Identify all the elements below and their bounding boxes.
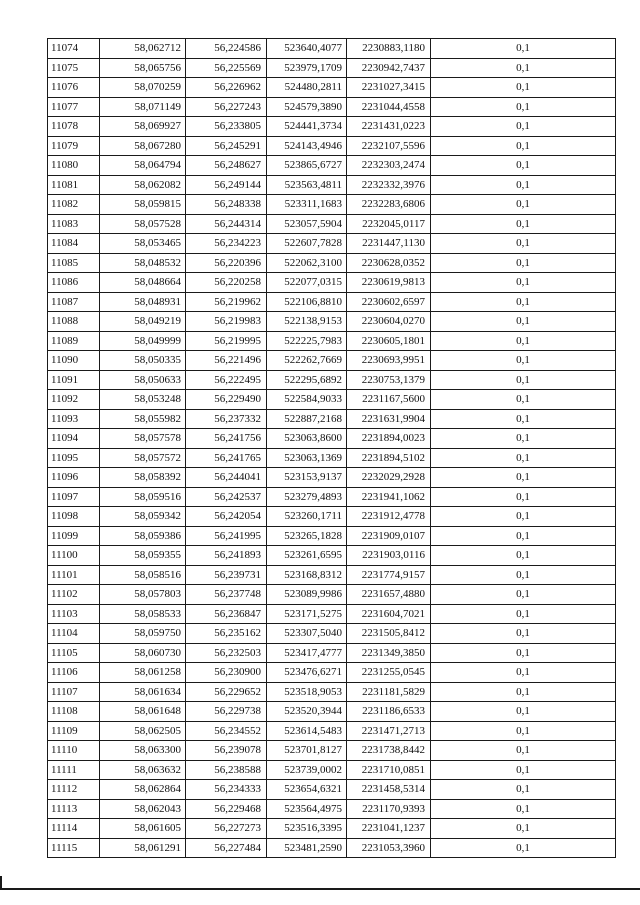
coord-x-cell: 522607,7828: [267, 234, 347, 254]
longitude-cell: 56,239731: [186, 565, 267, 585]
table-row: [48, 448, 616, 468]
longitude-cell: 56,236847: [186, 604, 267, 624]
coord-x-cell: 523260,1711: [267, 507, 347, 527]
table-row: [48, 409, 616, 429]
coord-x-cell: 523481,2590: [267, 838, 347, 858]
accuracy-cell: 0,1: [431, 78, 616, 98]
table-row: [48, 741, 616, 761]
table-row: [48, 585, 616, 605]
latitude-cell: 58,059355: [100, 546, 186, 566]
coord-x-cell: 522062,3100: [267, 253, 347, 273]
point-number-cell: 11108: [48, 702, 100, 722]
table-row: [48, 507, 616, 527]
coord-y-cell: 2232332,3976: [347, 175, 431, 195]
accuracy-cell: 0,1: [431, 663, 616, 683]
accuracy-cell: 0,1: [431, 760, 616, 780]
accuracy-cell: 0,1: [431, 565, 616, 585]
point-number-cell: 11113: [48, 799, 100, 819]
latitude-cell: 58,071149: [100, 97, 186, 117]
latitude-cell: 58,067280: [100, 136, 186, 156]
latitude-cell: 58,062082: [100, 175, 186, 195]
coord-x-cell: 523171,5275: [267, 604, 347, 624]
table-row: [48, 175, 616, 195]
coord-x-cell: 523089,9986: [267, 585, 347, 605]
accuracy-cell: 0,1: [431, 195, 616, 215]
table-row: [48, 799, 616, 819]
point-number-cell: 11081: [48, 175, 100, 195]
coord-y-cell: 2232107,5596: [347, 136, 431, 156]
table-row: [48, 565, 616, 585]
coord-x-cell: 522077,0315: [267, 273, 347, 293]
point-number-cell: 11092: [48, 390, 100, 410]
longitude-cell: 56,241893: [186, 546, 267, 566]
table-row: [48, 760, 616, 780]
coord-x-cell: 523057,5904: [267, 214, 347, 234]
point-number-cell: 11088: [48, 312, 100, 332]
longitude-cell: 56,229490: [186, 390, 267, 410]
table-row: [48, 136, 616, 156]
latitude-cell: 58,048931: [100, 292, 186, 312]
coordinates-table: [47, 38, 616, 858]
coord-y-cell: 2230628,0352: [347, 253, 431, 273]
table-row: [48, 546, 616, 566]
table-row: [48, 390, 616, 410]
coord-y-cell: 2231604,7021: [347, 604, 431, 624]
coord-x-cell: 523701,8127: [267, 741, 347, 761]
table-row: [48, 624, 616, 644]
coord-x-cell: 524441,3734: [267, 117, 347, 137]
latitude-cell: 58,053248: [100, 390, 186, 410]
coord-x-cell: 523640,4077: [267, 39, 347, 59]
coord-x-cell: 523265,1828: [267, 526, 347, 546]
coord-x-cell: 522225,7983: [267, 331, 347, 351]
coord-y-cell: 2231349,3850: [347, 643, 431, 663]
accuracy-cell: 0,1: [431, 585, 616, 605]
coord-y-cell: 2231909,0107: [347, 526, 431, 546]
longitude-cell: 56,234552: [186, 721, 267, 741]
table-row: [48, 39, 616, 59]
coord-y-cell: 2231774,9157: [347, 565, 431, 585]
point-number-cell: 11101: [48, 565, 100, 585]
latitude-cell: 58,050335: [100, 351, 186, 371]
point-number-cell: 11112: [48, 780, 100, 800]
coord-y-cell: 2231181,5829: [347, 682, 431, 702]
latitude-cell: 58,048532: [100, 253, 186, 273]
table-row: [48, 78, 616, 98]
coord-x-cell: 523153,9137: [267, 468, 347, 488]
longitude-cell: 56,224586: [186, 39, 267, 59]
accuracy-cell: 0,1: [431, 156, 616, 176]
table-row: [48, 838, 616, 858]
longitude-cell: 56,244041: [186, 468, 267, 488]
latitude-cell: 58,062043: [100, 799, 186, 819]
accuracy-cell: 0,1: [431, 721, 616, 741]
point-number-cell: 11105: [48, 643, 100, 663]
coord-x-cell: 522262,7669: [267, 351, 347, 371]
longitude-cell: 56,219995: [186, 331, 267, 351]
longitude-cell: 56,227243: [186, 97, 267, 117]
coord-y-cell: 2230602,6597: [347, 292, 431, 312]
table-row: [48, 468, 616, 488]
accuracy-cell: 0,1: [431, 604, 616, 624]
coord-y-cell: 2231903,0116: [347, 546, 431, 566]
coord-x-cell: 523979,1709: [267, 58, 347, 78]
point-number-cell: 11104: [48, 624, 100, 644]
latitude-cell: 58,058392: [100, 468, 186, 488]
coord-y-cell: 2231255,0545: [347, 663, 431, 683]
coord-y-cell: 2232303,2474: [347, 156, 431, 176]
point-number-cell: 11082: [48, 195, 100, 215]
point-number-cell: 11083: [48, 214, 100, 234]
accuracy-cell: 0,1: [431, 507, 616, 527]
point-number-cell: 11075: [48, 58, 100, 78]
longitude-cell: 56,227273: [186, 819, 267, 839]
accuracy-cell: 0,1: [431, 312, 616, 332]
coord-y-cell: 2230942,7437: [347, 58, 431, 78]
longitude-cell: 56,245291: [186, 136, 267, 156]
point-number-cell: 11110: [48, 741, 100, 761]
latitude-cell: 58,062505: [100, 721, 186, 741]
latitude-cell: 58,059815: [100, 195, 186, 215]
coord-x-cell: 523063,1369: [267, 448, 347, 468]
point-number-cell: 11076: [48, 78, 100, 98]
coord-x-cell: 524579,3890: [267, 97, 347, 117]
point-number-cell: 11091: [48, 370, 100, 390]
latitude-cell: 58,055982: [100, 409, 186, 429]
accuracy-cell: 0,1: [431, 546, 616, 566]
latitude-cell: 58,057528: [100, 214, 186, 234]
table-row: [48, 292, 616, 312]
table-row: [48, 819, 616, 839]
latitude-cell: 58,070259: [100, 78, 186, 98]
point-number-cell: 11109: [48, 721, 100, 741]
accuracy-cell: 0,1: [431, 331, 616, 351]
coord-y-cell: 2231458,5314: [347, 780, 431, 800]
longitude-cell: 56,237748: [186, 585, 267, 605]
longitude-cell: 56,226962: [186, 78, 267, 98]
latitude-cell: 58,048664: [100, 273, 186, 293]
latitude-cell: 58,059750: [100, 624, 186, 644]
latitude-cell: 58,059386: [100, 526, 186, 546]
longitude-cell: 56,237332: [186, 409, 267, 429]
latitude-cell: 58,058533: [100, 604, 186, 624]
accuracy-cell: 0,1: [431, 273, 616, 293]
latitude-cell: 58,063300: [100, 741, 186, 761]
coord-x-cell: 523417,4777: [267, 643, 347, 663]
table-row: [48, 643, 616, 663]
accuracy-cell: 0,1: [431, 624, 616, 644]
longitude-cell: 56,230900: [186, 663, 267, 683]
coord-y-cell: 2231431,0223: [347, 117, 431, 137]
table-row: [48, 273, 616, 293]
coord-y-cell: 2230693,9951: [347, 351, 431, 371]
accuracy-cell: 0,1: [431, 409, 616, 429]
longitude-cell: 56,244314: [186, 214, 267, 234]
accuracy-cell: 0,1: [431, 39, 616, 59]
point-number-cell: 11103: [48, 604, 100, 624]
coord-y-cell: 2230753,1379: [347, 370, 431, 390]
table-row: [48, 721, 616, 741]
coord-y-cell: 2230883,1180: [347, 39, 431, 59]
coord-x-cell: 523063,8600: [267, 429, 347, 449]
point-number-cell: 11114: [48, 819, 100, 839]
coord-x-cell: 523516,3395: [267, 819, 347, 839]
point-number-cell: 11093: [48, 409, 100, 429]
accuracy-cell: 0,1: [431, 780, 616, 800]
point-number-cell: 11099: [48, 526, 100, 546]
table-row: [48, 234, 616, 254]
table-row: [48, 156, 616, 176]
longitude-cell: 56,233805: [186, 117, 267, 137]
longitude-cell: 56,239078: [186, 741, 267, 761]
latitude-cell: 58,061291: [100, 838, 186, 858]
latitude-cell: 58,061258: [100, 663, 186, 683]
accuracy-cell: 0,1: [431, 487, 616, 507]
latitude-cell: 58,063632: [100, 760, 186, 780]
coord-x-cell: 522138,9153: [267, 312, 347, 332]
latitude-cell: 58,060730: [100, 643, 186, 663]
coord-y-cell: 2231167,5600: [347, 390, 431, 410]
accuracy-cell: 0,1: [431, 253, 616, 273]
coord-x-cell: 523168,8312: [267, 565, 347, 585]
accuracy-cell: 0,1: [431, 526, 616, 546]
table-row: [48, 370, 616, 390]
coord-x-cell: 523564,4975: [267, 799, 347, 819]
accuracy-cell: 0,1: [431, 175, 616, 195]
accuracy-cell: 0,1: [431, 351, 616, 371]
latitude-cell: 58,057572: [100, 448, 186, 468]
coord-y-cell: 2231710,0851: [347, 760, 431, 780]
longitude-cell: 56,241765: [186, 448, 267, 468]
point-number-cell: 11090: [48, 351, 100, 371]
table-row: [48, 663, 616, 683]
coord-y-cell: 2231027,3415: [347, 78, 431, 98]
coord-x-cell: 523614,5483: [267, 721, 347, 741]
latitude-cell: 58,059342: [100, 507, 186, 527]
longitude-cell: 56,234333: [186, 780, 267, 800]
accuracy-cell: 0,1: [431, 741, 616, 761]
longitude-cell: 56,248627: [186, 156, 267, 176]
point-number-cell: 11085: [48, 253, 100, 273]
coord-x-cell: 522106,8810: [267, 292, 347, 312]
longitude-cell: 56,221496: [186, 351, 267, 371]
longitude-cell: 56,229468: [186, 799, 267, 819]
table-row: [48, 117, 616, 137]
coord-y-cell: 2231447,1130: [347, 234, 431, 254]
longitude-cell: 56,241756: [186, 429, 267, 449]
coord-x-cell: 524480,2811: [267, 78, 347, 98]
point-number-cell: 11074: [48, 39, 100, 59]
longitude-cell: 56,219983: [186, 312, 267, 332]
point-number-cell: 11115: [48, 838, 100, 858]
accuracy-cell: 0,1: [431, 682, 616, 702]
coord-y-cell: 2232283,6806: [347, 195, 431, 215]
accuracy-cell: 0,1: [431, 117, 616, 137]
longitude-cell: 56,227484: [186, 838, 267, 858]
point-number-cell: 11077: [48, 97, 100, 117]
point-number-cell: 11078: [48, 117, 100, 137]
latitude-cell: 58,061605: [100, 819, 186, 839]
longitude-cell: 56,242537: [186, 487, 267, 507]
table-row: [48, 58, 616, 78]
coord-y-cell: 2231186,6533: [347, 702, 431, 722]
point-number-cell: 11107: [48, 682, 100, 702]
latitude-cell: 58,059516: [100, 487, 186, 507]
coord-x-cell: 523739,0002: [267, 760, 347, 780]
latitude-cell: 58,057578: [100, 429, 186, 449]
coord-x-cell: 523307,5040: [267, 624, 347, 644]
coord-y-cell: 2232029,2928: [347, 468, 431, 488]
latitude-cell: 58,057803: [100, 585, 186, 605]
accuracy-cell: 0,1: [431, 292, 616, 312]
coord-x-cell: 523311,1683: [267, 195, 347, 215]
longitude-cell: 56,235162: [186, 624, 267, 644]
point-number-cell: 11079: [48, 136, 100, 156]
table-row: [48, 487, 616, 507]
point-number-cell: 11086: [48, 273, 100, 293]
page-bottom-edge: [0, 888, 640, 890]
point-number-cell: 11084: [48, 234, 100, 254]
longitude-cell: 56,229738: [186, 702, 267, 722]
accuracy-cell: 0,1: [431, 838, 616, 858]
longitude-cell: 56,248338: [186, 195, 267, 215]
coord-x-cell: 523476,6271: [267, 663, 347, 683]
table-row: [48, 526, 616, 546]
accuracy-cell: 0,1: [431, 390, 616, 410]
longitude-cell: 56,220396: [186, 253, 267, 273]
longitude-cell: 56,238588: [186, 760, 267, 780]
point-number-cell: 11102: [48, 585, 100, 605]
longitude-cell: 56,242054: [186, 507, 267, 527]
point-number-cell: 11094: [48, 429, 100, 449]
table-row: [48, 331, 616, 351]
coord-x-cell: 523261,6595: [267, 546, 347, 566]
longitude-cell: 56,232503: [186, 643, 267, 663]
coord-y-cell: 2231631,9904: [347, 409, 431, 429]
longitude-cell: 56,229652: [186, 682, 267, 702]
latitude-cell: 58,049219: [100, 312, 186, 332]
coord-y-cell: 2231170,9393: [347, 799, 431, 819]
accuracy-cell: 0,1: [431, 429, 616, 449]
latitude-cell: 58,062712: [100, 39, 186, 59]
table-row: [48, 780, 616, 800]
coord-y-cell: 2231912,4778: [347, 507, 431, 527]
longitude-cell: 56,219962: [186, 292, 267, 312]
longitude-cell: 56,225569: [186, 58, 267, 78]
accuracy-cell: 0,1: [431, 370, 616, 390]
accuracy-cell: 0,1: [431, 702, 616, 722]
table-row: [48, 702, 616, 722]
coord-y-cell: 2230604,0270: [347, 312, 431, 332]
table-row: [48, 195, 616, 215]
latitude-cell: 58,061634: [100, 682, 186, 702]
coord-y-cell: 2231044,4558: [347, 97, 431, 117]
latitude-cell: 58,049999: [100, 331, 186, 351]
coord-x-cell: 522887,2168: [267, 409, 347, 429]
point-number-cell: 11098: [48, 507, 100, 527]
table-row: [48, 312, 616, 332]
latitude-cell: 58,069927: [100, 117, 186, 137]
longitude-cell: 56,220258: [186, 273, 267, 293]
point-number-cell: 11106: [48, 663, 100, 683]
coord-y-cell: 2230605,1801: [347, 331, 431, 351]
table-row: [48, 97, 616, 117]
accuracy-cell: 0,1: [431, 448, 616, 468]
latitude-cell: 58,061648: [100, 702, 186, 722]
accuracy-cell: 0,1: [431, 97, 616, 117]
coord-y-cell: 2232045,0117: [347, 214, 431, 234]
coord-y-cell: 2231894,0023: [347, 429, 431, 449]
point-number-cell: 11096: [48, 468, 100, 488]
coord-x-cell: 522584,9033: [267, 390, 347, 410]
table-row: [48, 682, 616, 702]
table-row: [48, 429, 616, 449]
point-number-cell: 11100: [48, 546, 100, 566]
table-row: [48, 604, 616, 624]
accuracy-cell: 0,1: [431, 799, 616, 819]
coord-x-cell: 524143,4946: [267, 136, 347, 156]
table-row: [48, 214, 616, 234]
coord-x-cell: 523865,6727: [267, 156, 347, 176]
table-row: [48, 351, 616, 371]
point-number-cell: 11089: [48, 331, 100, 351]
accuracy-cell: 0,1: [431, 214, 616, 234]
accuracy-cell: 0,1: [431, 136, 616, 156]
coord-y-cell: 2231941,1062: [347, 487, 431, 507]
latitude-cell: 58,062864: [100, 780, 186, 800]
point-number-cell: 11095: [48, 448, 100, 468]
accuracy-cell: 0,1: [431, 819, 616, 839]
point-number-cell: 11080: [48, 156, 100, 176]
point-number-cell: 11111: [48, 760, 100, 780]
latitude-cell: 58,050633: [100, 370, 186, 390]
longitude-cell: 56,249144: [186, 175, 267, 195]
coord-y-cell: 2231053,3960: [347, 838, 431, 858]
coord-y-cell: 2231041,1237: [347, 819, 431, 839]
coord-x-cell: 523518,9053: [267, 682, 347, 702]
coord-y-cell: 2231894,5102: [347, 448, 431, 468]
point-number-cell: 11097: [48, 487, 100, 507]
accuracy-cell: 0,1: [431, 234, 616, 254]
longitude-cell: 56,222495: [186, 370, 267, 390]
longitude-cell: 56,234223: [186, 234, 267, 254]
scan-edge-mark: [0, 876, 2, 890]
coord-x-cell: 523279,4893: [267, 487, 347, 507]
coord-y-cell: 2231471,2713: [347, 721, 431, 741]
latitude-cell: 58,064794: [100, 156, 186, 176]
coord-y-cell: 2231505,8412: [347, 624, 431, 644]
point-number-cell: 11087: [48, 292, 100, 312]
coord-x-cell: 523563,4811: [267, 175, 347, 195]
accuracy-cell: 0,1: [431, 58, 616, 78]
latitude-cell: 58,065756: [100, 58, 186, 78]
latitude-cell: 58,058516: [100, 565, 186, 585]
longitude-cell: 56,241995: [186, 526, 267, 546]
coord-y-cell: 2231657,4880: [347, 585, 431, 605]
accuracy-cell: 0,1: [431, 468, 616, 488]
coord-x-cell: 522295,6892: [267, 370, 347, 390]
coordinates-table-body: [48, 39, 616, 858]
accuracy-cell: 0,1: [431, 643, 616, 663]
coord-x-cell: 523654,6321: [267, 780, 347, 800]
latitude-cell: 58,053465: [100, 234, 186, 254]
coord-y-cell: 2231738,8442: [347, 741, 431, 761]
coord-y-cell: 2230619,9813: [347, 273, 431, 293]
coord-x-cell: 523520,3944: [267, 702, 347, 722]
table-row: [48, 253, 616, 273]
